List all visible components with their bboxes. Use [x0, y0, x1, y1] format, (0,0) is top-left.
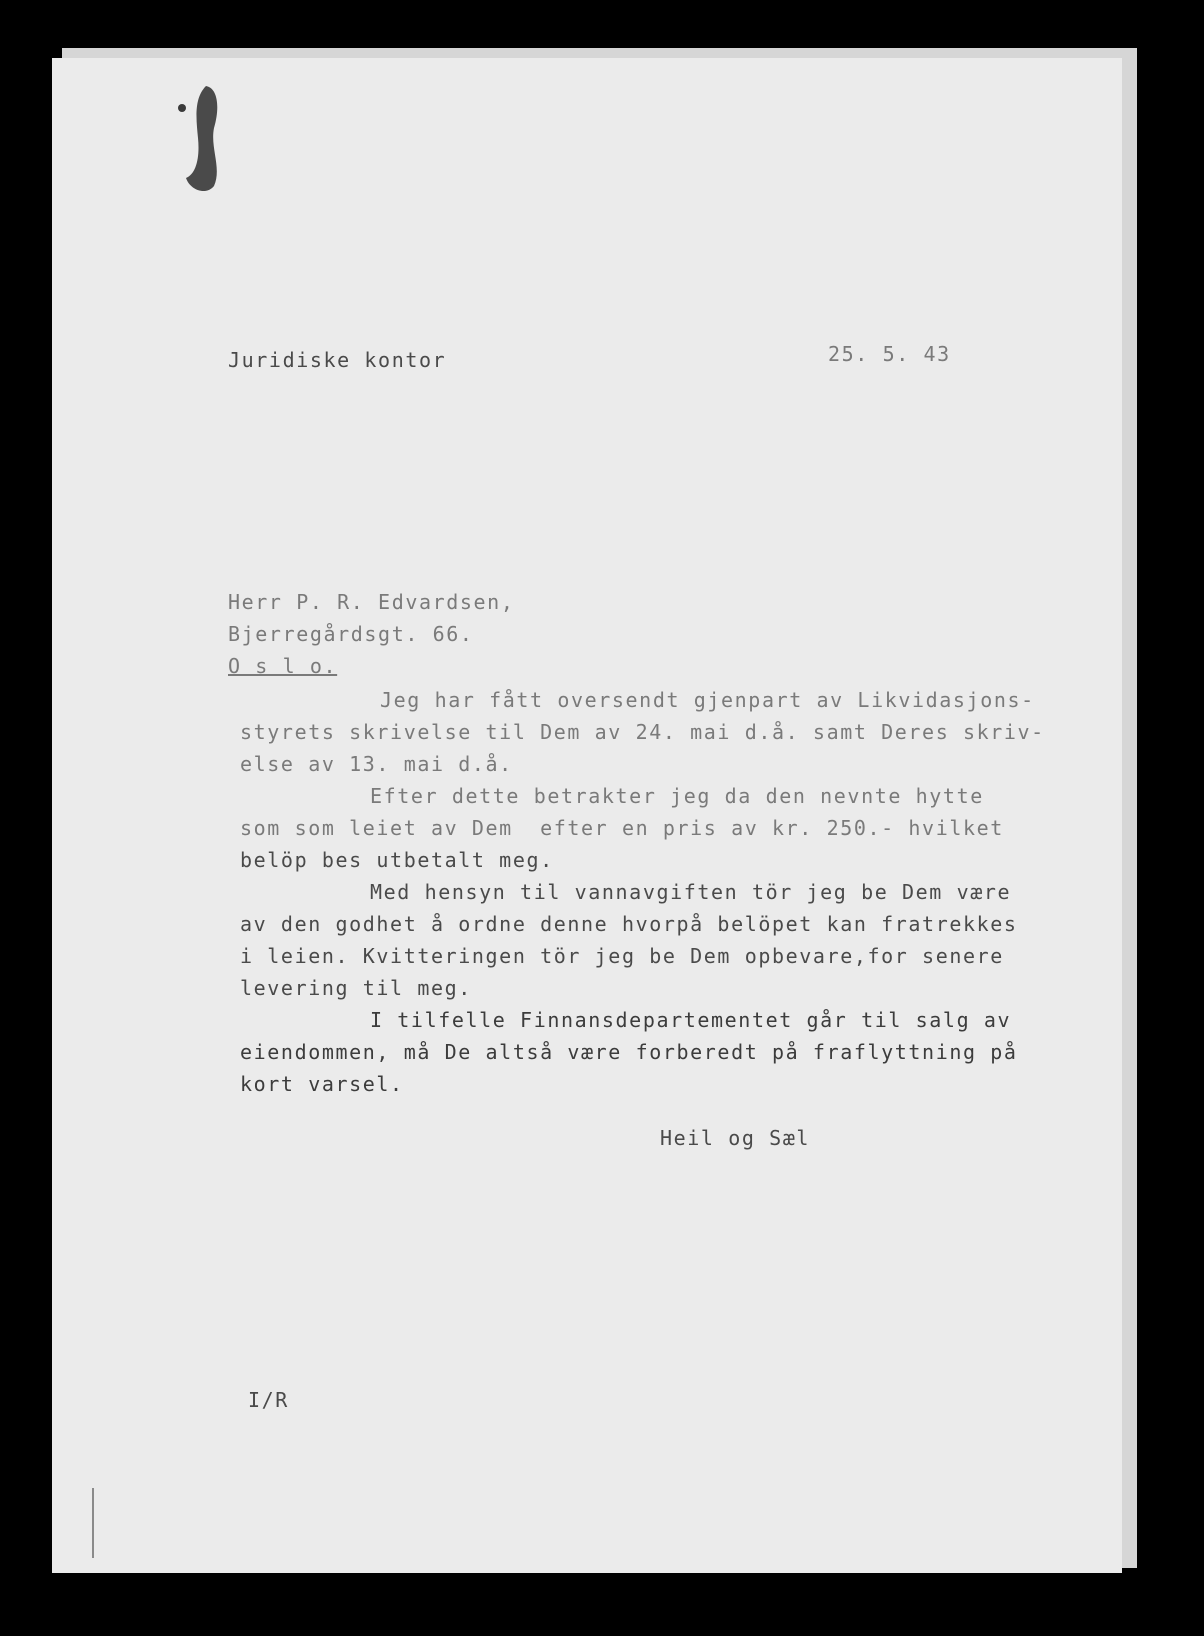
body-line: belöp bes utbetalt meg. — [240, 848, 554, 872]
letter-page — [52, 58, 1122, 1573]
body-line: levering til meg. — [240, 976, 472, 1000]
letter-date: 25. 5. 43 — [828, 342, 951, 366]
body-line: else av 13. mai d.å. — [240, 752, 513, 776]
body-line: eiendommen, må De altså være forberedt på fraflyttning på — [240, 1040, 1018, 1064]
body-line: kort varsel. — [240, 1072, 404, 1096]
recipient-street: Bjerregårdsgt. 66. — [228, 622, 474, 646]
body-line: I tilfelle Finnansdepartementet går til salg av — [370, 1008, 1012, 1032]
body-line: Med hensyn til vannavgiften tör jeg be Dem være — [370, 880, 1012, 904]
typist-initials: I/R — [248, 1388, 289, 1412]
department-heading: Juridiske kontor — [228, 348, 447, 372]
recipient-city: O s l o. — [228, 654, 338, 678]
punch-mark-stain — [170, 78, 240, 198]
recipient-name: Herr P. R. Edvardsen, — [228, 590, 515, 614]
body-line: i leien. Kvitteringen tör jeg be Dem opbevare,for senere — [240, 944, 1004, 968]
page-edge-mark — [92, 1488, 94, 1558]
body-line: Efter dette betrakter jeg da den nevnte hytte — [370, 784, 984, 808]
body-line: av den godhet å ordne denne hvorpå belöpet kan fratrekkes — [240, 912, 1018, 936]
body-line: Jeg har fått oversendt gjenpart av Likvidasjons- — [380, 688, 1035, 712]
body-line: som som leiet av Dem efter en pris av kr. 250.- hvilket — [240, 816, 1004, 840]
body-line: styrets skrivelse til Dem av 24. mai d.å. samt Deres skriv- — [240, 720, 1045, 744]
closing-salutation: Heil og Sæl — [660, 1126, 811, 1150]
